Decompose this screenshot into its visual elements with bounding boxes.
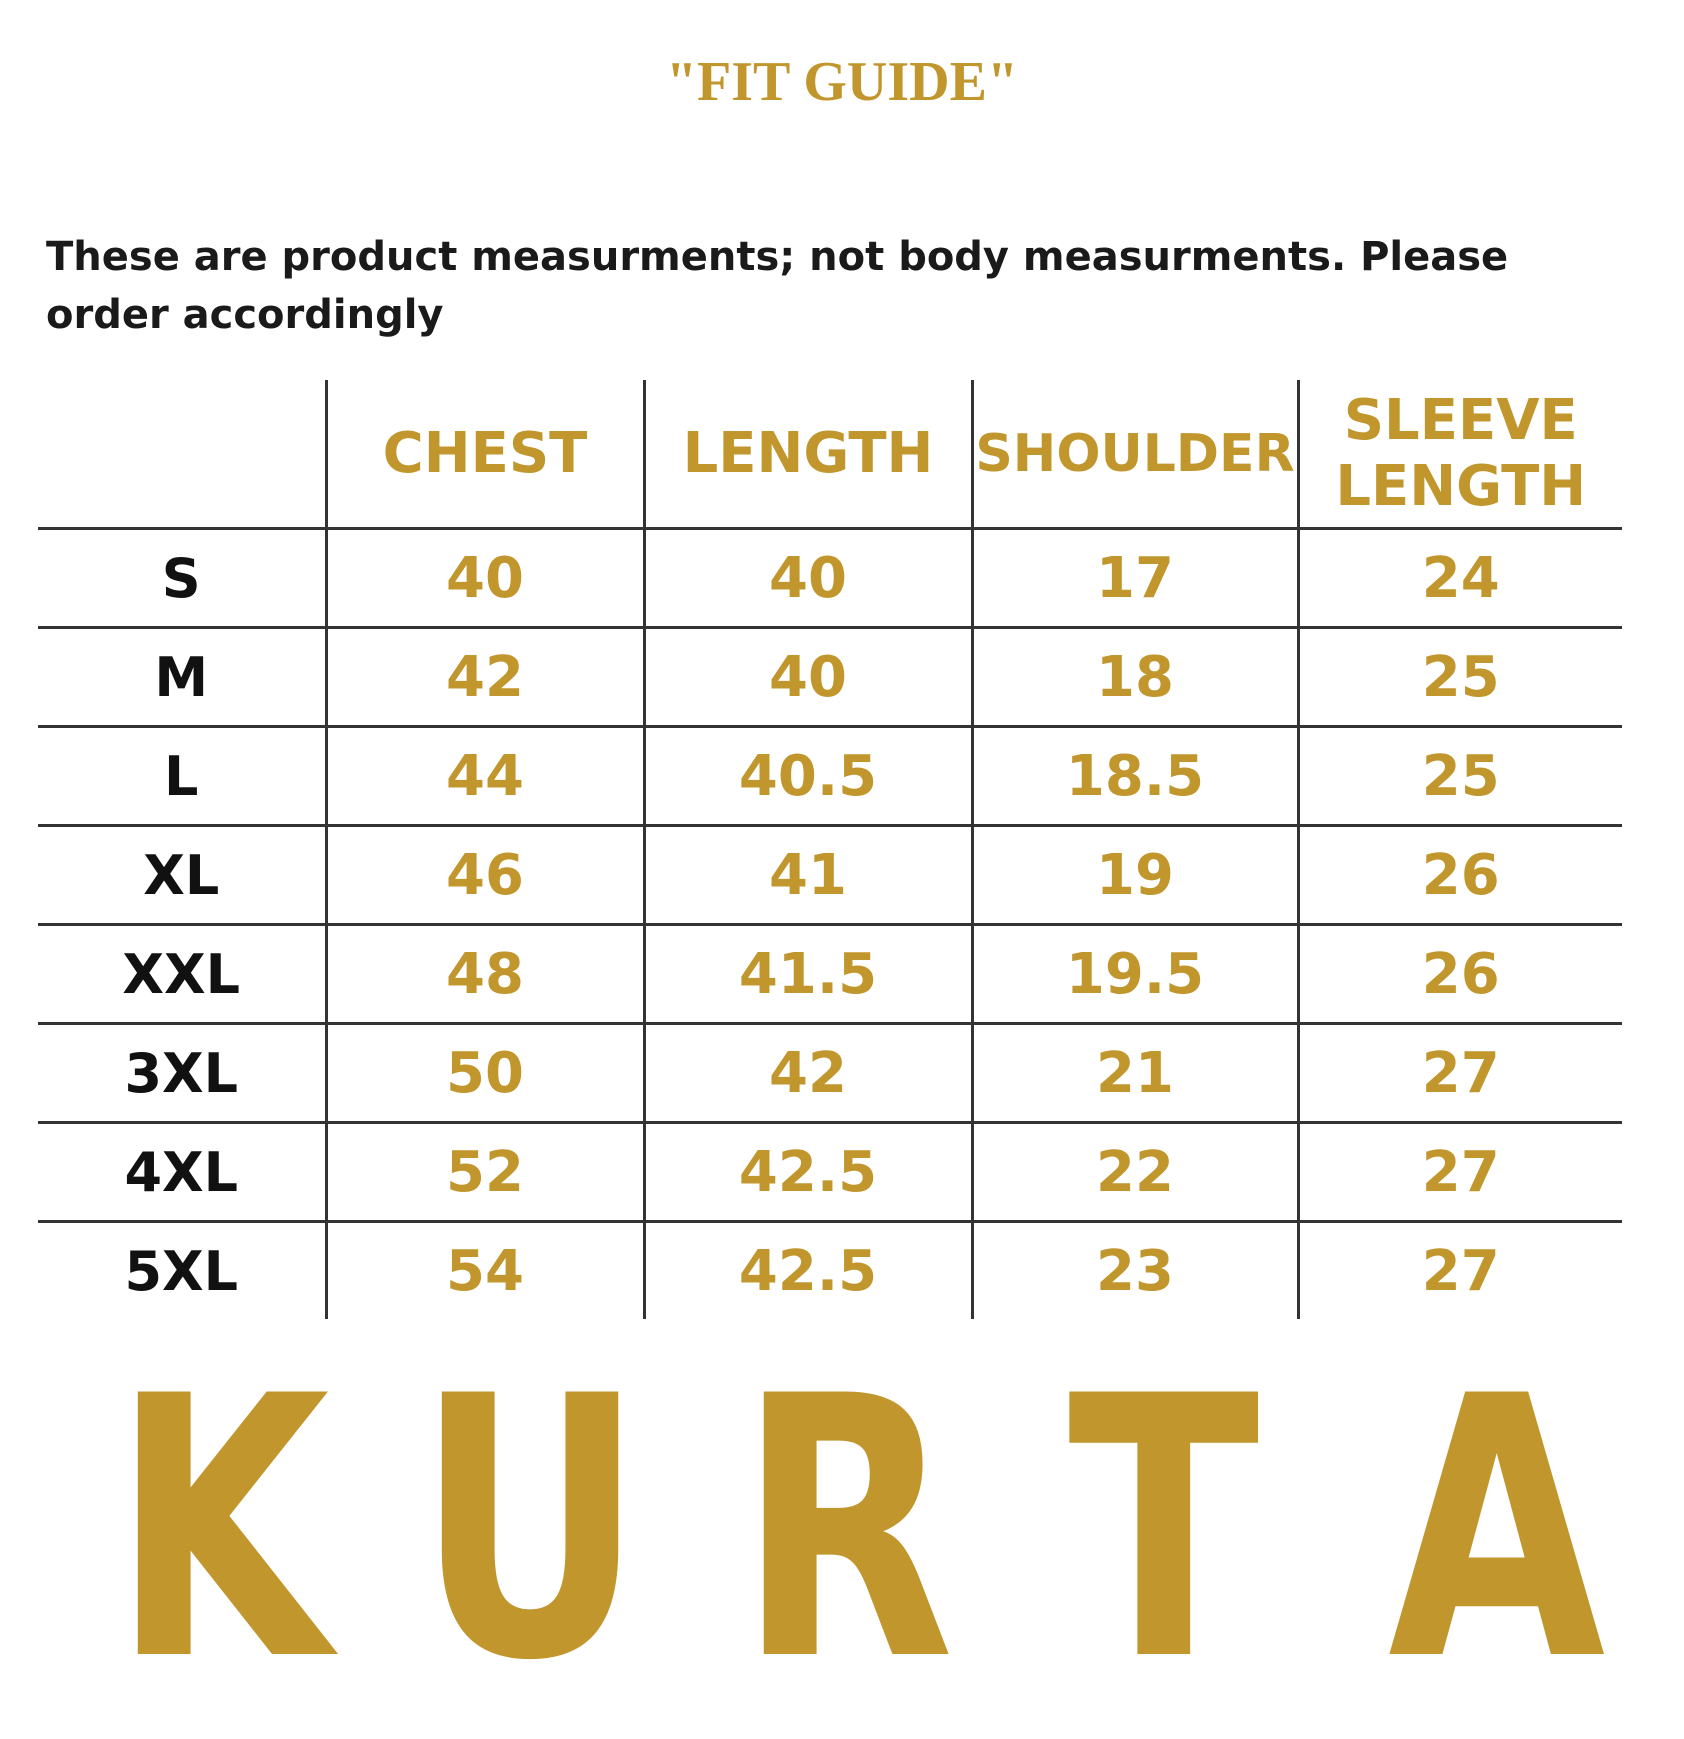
sleeve-cell: 25 (1298, 628, 1622, 727)
sleeve-cell: 27 (1298, 1024, 1622, 1123)
brand-letter-r: R (738, 1320, 955, 1739)
brand-letter-k: K (112, 1320, 330, 1739)
header-length: LENGTH (644, 380, 972, 529)
length-cell: 40.5 (644, 727, 972, 826)
table-row (38, 628, 1622, 727)
size-cell: XXL (38, 925, 326, 1024)
shoulder-cell: 23 (972, 1222, 1298, 1320)
sleeve-cell: 25 (1298, 727, 1622, 826)
header-size (38, 380, 326, 529)
chest-cell: 40 (326, 529, 644, 628)
shoulder-cell: 18.5 (972, 727, 1298, 826)
size-cell: L (38, 727, 326, 826)
measurement-note: These are product measurments; not body measurments. Please order accordingly (46, 234, 1509, 338)
shoulder-cell: 19 (972, 826, 1298, 925)
brand-wordmark (0, 1320, 1684, 1739)
sleeve-cell: 26 (1298, 925, 1622, 1024)
header-sleeve-line1: SLEEVE (1343, 387, 1578, 453)
chest-cell: 42 (326, 628, 644, 727)
shoulder-cell: 21 (972, 1024, 1298, 1123)
shoulder-cell: 22 (972, 1123, 1298, 1222)
length-cell: 40 (644, 628, 972, 727)
table-row (38, 1222, 1622, 1320)
size-cell: S (38, 529, 326, 628)
shoulder-cell: 19.5 (972, 925, 1298, 1024)
brand-letter-t: T (1068, 1320, 1260, 1739)
chest-cell: 54 (326, 1222, 644, 1320)
table-row (38, 1123, 1622, 1222)
table-row (38, 727, 1622, 826)
chest-cell: 52 (326, 1123, 644, 1222)
table-row (38, 826, 1622, 925)
chest-cell: 46 (326, 826, 644, 925)
length-cell: 42.5 (644, 1222, 972, 1320)
chest-cell: 50 (326, 1024, 644, 1123)
header-chest: CHEST (326, 380, 644, 529)
sleeve-cell: 24 (1298, 529, 1622, 628)
size-cell: M (38, 628, 326, 727)
table-row (38, 925, 1622, 1024)
brand-letter-u: U (416, 1320, 645, 1739)
header-row (38, 380, 1622, 529)
length-cell: 42 (644, 1024, 972, 1123)
size-cell: XL (38, 826, 326, 925)
size-cell: 3XL (38, 1024, 326, 1123)
sleeve-cell: 26 (1298, 826, 1622, 925)
shoulder-cell: 18 (972, 628, 1298, 727)
sleeve-cell: 27 (1298, 1222, 1622, 1320)
header-sleeve-length (1298, 380, 1622, 529)
length-cell: 40 (644, 529, 972, 628)
length-cell: 42.5 (644, 1123, 972, 1222)
chest-cell: 48 (326, 925, 644, 1024)
table-row (38, 529, 1622, 628)
table-row (38, 1024, 1622, 1123)
shoulder-cell: 17 (972, 529, 1298, 628)
page-title: "FIT GUIDE" (665, 51, 1019, 113)
size-cell: 4XL (38, 1123, 326, 1222)
size-cell: 5XL (124, 1239, 239, 1303)
length-cell: 41 (644, 826, 972, 925)
header-shoulder: SHOULDER (972, 380, 1298, 529)
sleeve-cell: 27 (1298, 1123, 1622, 1222)
chest-cell: 44 (326, 727, 644, 826)
length-cell: 41.5 (644, 925, 972, 1024)
brand-letter-a: A (1388, 1320, 1606, 1739)
header-sleeve-line2: LENGTH (1335, 453, 1587, 519)
size-chart-table (38, 380, 1622, 1319)
